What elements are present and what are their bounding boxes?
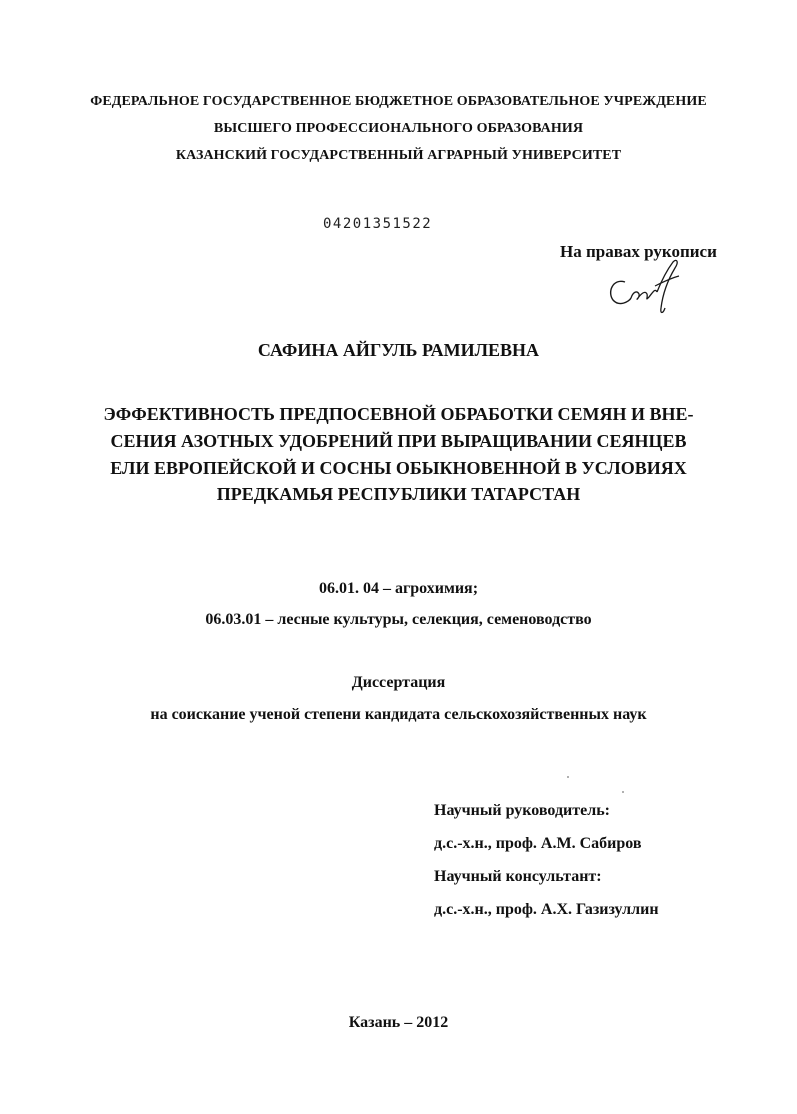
- author-name: САФИНА АЙГУЛЬ РАМИЛЕВНА: [257, 340, 540, 360]
- city-year: Казань – 2012: [348, 1014, 449, 1031]
- institution-line-2: ВЫСШЕГО ПРОФЕССИОНАЛЬНОГО ОБРАЗОВАНИЯ: [213, 121, 584, 136]
- thesis-title-line-4: ПРЕДКАМЬЯ РЕСПУБЛИКИ ТАТАРСТАН: [216, 484, 581, 504]
- specialty-code-2: 06.03.01 – лесные культуры, селекция, семеноводство: [205, 611, 592, 628]
- thesis-title-line-2: СЕНИЯ АЗОТНЫХ УДОБРЕНИЙ ПРИ ВЫРАЩИВАНИИ СЕЯНЦЕВ: [110, 431, 687, 451]
- manuscript-rights-label: На правах рукописи: [560, 242, 717, 261]
- scan-speck: [622, 791, 624, 793]
- consultant-label: Научный консультант:: [434, 868, 602, 885]
- supervisor-name: д.с.-х.н., проф. А.М. Сабиров: [434, 835, 642, 852]
- institution-line-1: ФЕДЕРАЛЬНОЕ ГОСУДАРСТВЕННОЕ БЮДЖЕТНОЕ ОБРАЗОВАТЕЛЬНОЕ УЧРЕЖДЕНИЕ: [90, 94, 707, 109]
- consultant-name: д.с.-х.н., проф. А.Х. Газизуллин: [434, 901, 659, 918]
- institution-line-3: КАЗАНСКИЙ ГОСУДАРСТВЕННЫЙ АГРАРНЫЙ УНИВЕРСИТЕТ: [175, 148, 622, 163]
- dissertation-label: Диссертация: [351, 674, 446, 691]
- specialty-code-1: 06.01. 04 – агрохимия;: [318, 580, 479, 597]
- thesis-title-line-1: ЭФФЕКТИВНОСТЬ ПРЕДПОСЕВНОЙ ОБРАБОТКИ СЕМЯН И ВНЕ-: [103, 404, 694, 424]
- handwritten-signature: [605, 252, 685, 318]
- archive-stamp-number: 04201351522: [323, 216, 433, 232]
- degree-description: на соискание ученой степени кандидата сельскохозяйственных наук: [150, 706, 647, 723]
- supervisor-label: Научный руководитель:: [434, 802, 610, 819]
- scan-speck: [567, 776, 569, 778]
- thesis-title-line-3: ЕЛИ ЕВРОПЕЙСКОЙ И СОСНЫ ОБЫКНОВЕННОЙ В УСЛОВИЯХ: [110, 458, 687, 478]
